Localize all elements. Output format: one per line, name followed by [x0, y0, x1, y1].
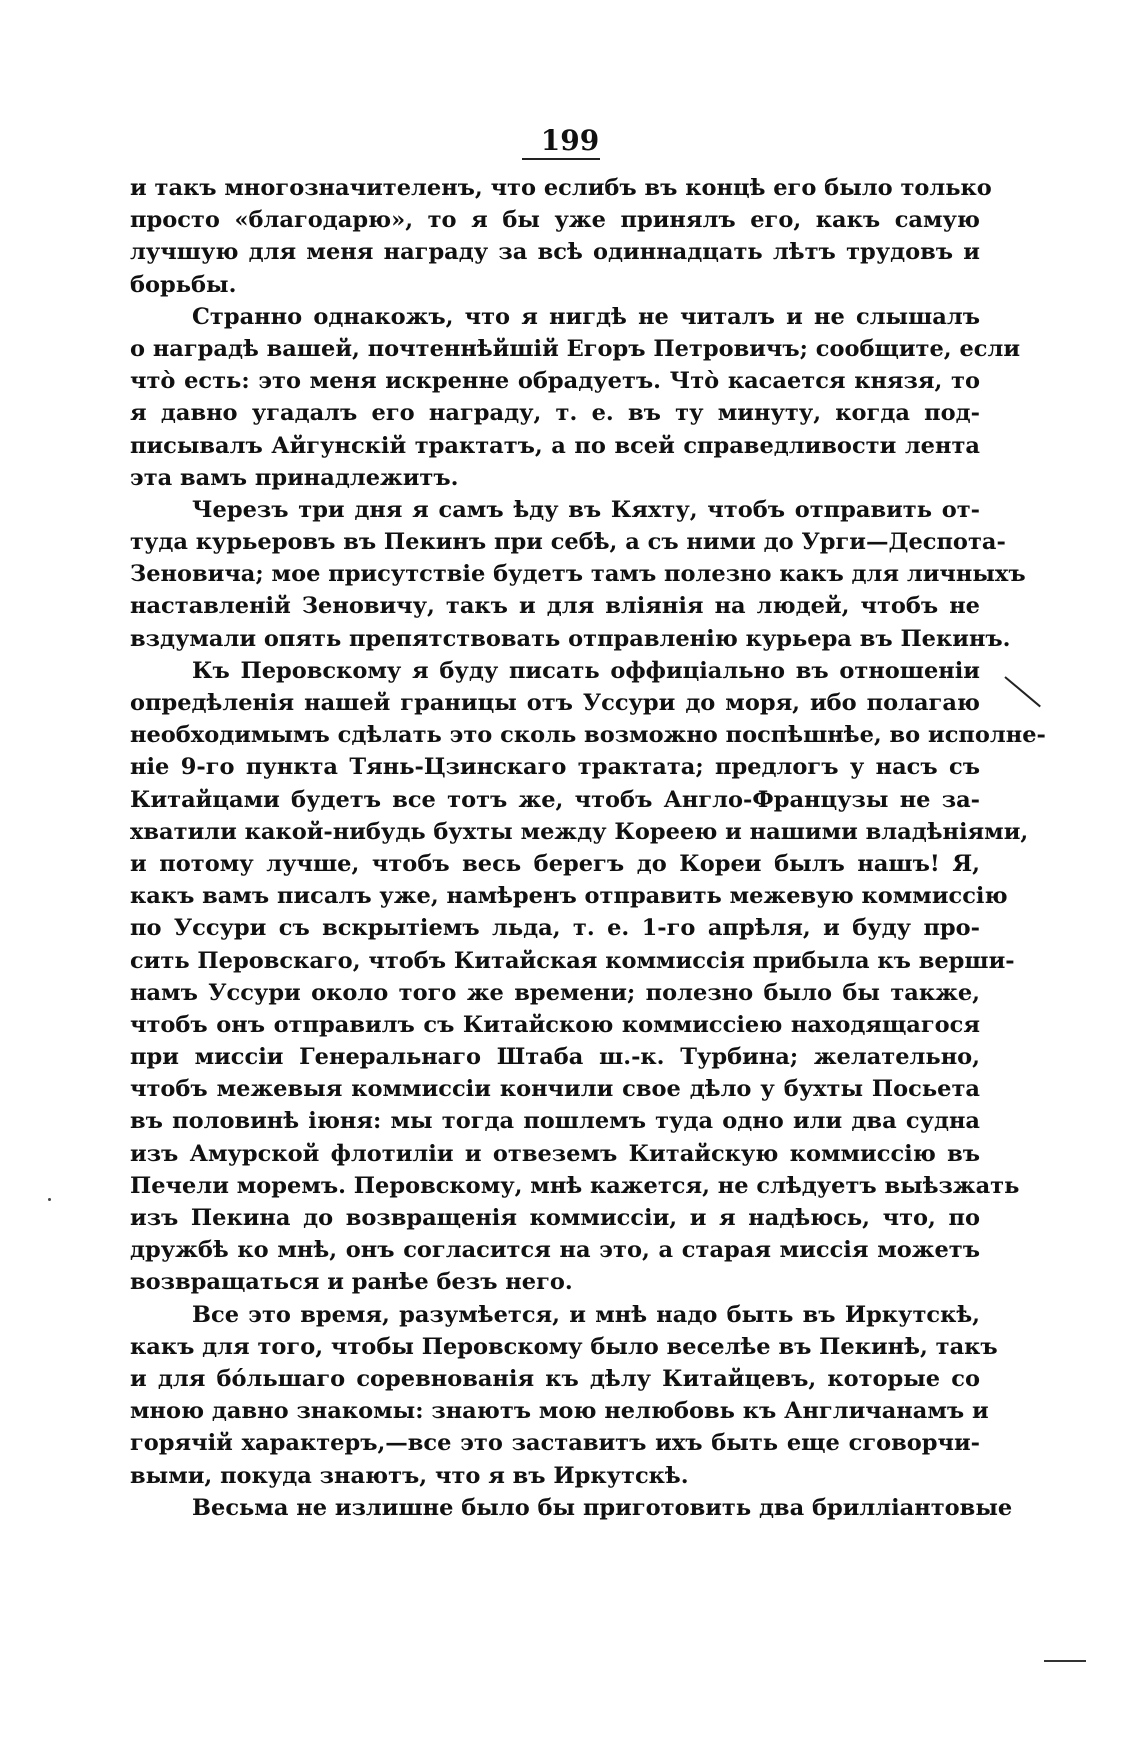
text-line: горячій характеръ,—все это заставитъ ихъ быть еще сговорчи- — [130, 1430, 980, 1457]
text-line: я давно угадалъ его награду, т. е. въ ту минуту, когда под- — [130, 400, 980, 427]
text-line: дружбѣ ко мнѣ, онъ согласится на это, а старая миссія можетъ — [130, 1237, 980, 1264]
text-line: намъ Уссури около того же времени; полезно было бы также, — [130, 979, 980, 1006]
text-line: чтобъ межевыя коммиссіи кончили свое дѣло у бухты Посьета — [130, 1076, 980, 1103]
text-line: наставленій Зеновичу, такъ и для вліянія на людей, чтобъ не — [130, 593, 980, 620]
text-line: выми, покуда знаютъ, что я въ Иркутскѣ. — [130, 1462, 689, 1489]
text-line: вздумали опять препятствовать отправленію курьера въ Пекинъ. — [130, 625, 1011, 652]
text-line: о наградѣ вашей, почтеннѣйшій Егоръ Петровичъ; сообщите, если — [130, 335, 1021, 362]
text-line: изъ Амурской флотиліи и отвеземъ Китайскую коммиссію въ — [130, 1140, 980, 1167]
body-text — [130, 172, 1046, 1524]
text-line: какъ для того, чтобы Перовскому было веселѣе въ Пекинѣ, такъ — [130, 1333, 998, 1360]
text-line: опредѣленія нашей границы отъ Уссури до моря, ибо полагаю — [130, 690, 980, 716]
text-line: въ половинѣ іюня: мы тогда пошлемъ туда одно или два судна — [130, 1108, 980, 1135]
text-line: Китайцами будетъ все тотъ же, чтобъ Англо-Французы не за- — [130, 786, 980, 813]
text-line: сить Перовскаго, чтобъ Китайская коммиссія прибыла къ верши- — [130, 947, 1015, 974]
text-line: туда курьеровъ въ Пекинъ при себѣ, а съ ними до Урги—Деспота- — [130, 529, 1006, 556]
text-line: по Уссури съ вскрытіемъ льда, т. е. 1-го апрѣля, и буду про- — [130, 915, 980, 942]
text-line: хватили какой-нибудь бухты между Кореею и нашими владѣніями, — [130, 818, 1029, 845]
text-line: при миссіи Генеральнаго Штаба ш.-к. Турбина; желательно, — [130, 1044, 980, 1071]
paragraph-start-line: Все это время, разумѣется, и мнѣ надо быть въ Иркутскѣ, — [192, 1301, 980, 1328]
text-line: чтобъ онъ отправилъ съ Китайскою коммиссіею находящагося — [130, 1011, 980, 1038]
scan-speck — [48, 1198, 51, 1201]
edge-dash-mark — [1044, 1660, 1086, 1662]
text-line: просто «благодарю», то я бы уже принялъ его, какъ самую — [130, 207, 980, 234]
paragraph-start-line: Странно однакожъ, что я нигдѣ не читалъ и не слышалъ — [192, 303, 980, 330]
text-line: Зеновича; мое присутствіе будетъ тамъ полезно какъ для личныхъ — [130, 561, 1026, 588]
text-line: и для бóльшаго соревнованія къ дѣлу Китайцевъ, которые со — [130, 1365, 980, 1392]
text-line: изъ Пекина до возвращенія коммиссіи, и я надѣюсь, что, по — [130, 1205, 980, 1231]
paragraph-start-line: Весьма не излишне было бы приготовить два бриллiантовые — [192, 1494, 1013, 1521]
text-line: необходимымъ сдѣлать это сколь возможно поспѣшнѣе, во исполне- — [130, 722, 1046, 749]
text-line: чтò есть: это меня искренне обрадуетъ. Чтò касается князя, то — [130, 368, 981, 395]
page-number: 199 — [540, 124, 600, 157]
text-line: мною давно знакомы: знаютъ мою нелюбовь къ Англичанамъ и — [130, 1398, 989, 1425]
text-line: ніе 9-го пункта Тянь-Цзинскаго трактата; предлогъ у насъ съ — [130, 754, 980, 781]
text-line: эта вамъ принадлежитъ. — [130, 464, 459, 491]
text-line: и такъ многозначителенъ, что еслибъ въ концѣ его было только — [130, 175, 992, 201]
text-line: лучшую для меня награду за всѣ одиннадцать лѣтъ трудовъ и — [130, 239, 980, 266]
paragraph-start-line: Черезъ три дня я самъ ѣду въ Кяхту, чтобъ отправить от- — [192, 496, 980, 523]
text-line: писывалъ Айгунскій трактатъ, а по всей справедливости лента — [130, 432, 980, 459]
text-line: какъ вамъ писалъ уже, намѣренъ отправить межевую коммиссію — [130, 883, 1008, 910]
page-number-rule — [522, 158, 600, 160]
text-line: Печели моремъ. Перовскому, мнѣ кажется, не слѣдуетъ выѣзжать — [130, 1172, 1020, 1199]
text-line: и потому лучше, чтобъ весь берегъ до Кореи былъ нашъ! Я, — [130, 850, 980, 877]
paragraph-start-line: Къ Перовскому я буду писать оффиціально въ отношеніи — [192, 657, 980, 684]
text-line: борьбы. — [130, 271, 237, 298]
text-line: возвращаться и ранѣе безъ него. — [130, 1269, 573, 1296]
margin-pencil-mark — [1004, 676, 1041, 707]
